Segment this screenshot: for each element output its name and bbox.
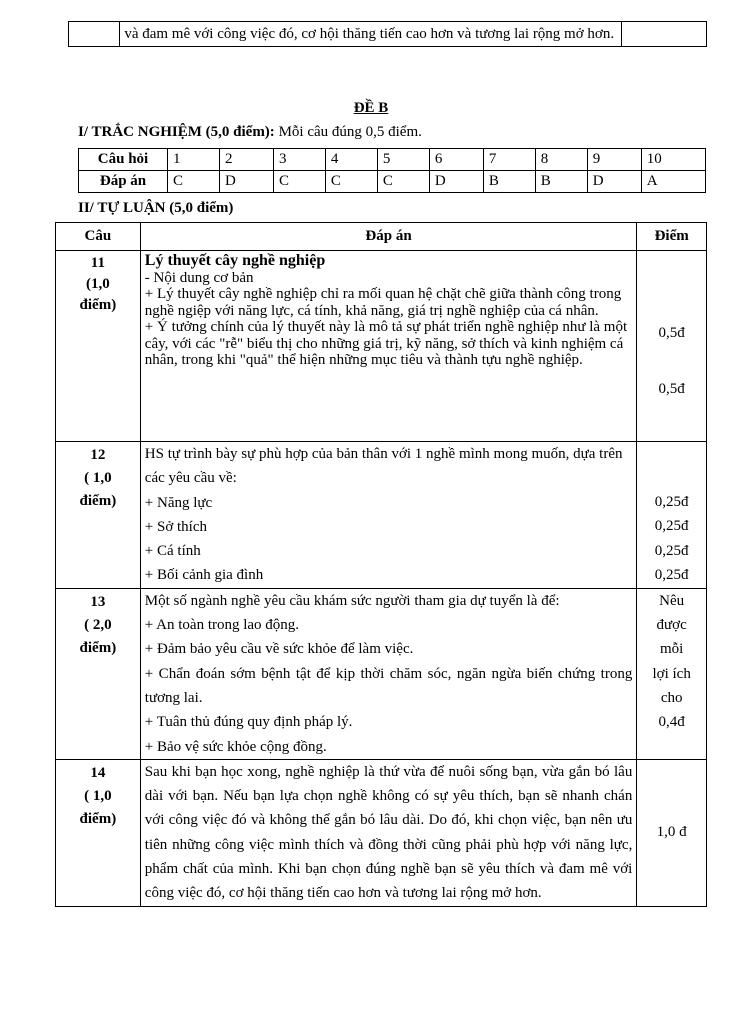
answer-line: + Bảo vệ sức khỏe cộng đồng. bbox=[144, 738, 327, 755]
question-cell bbox=[56, 251, 141, 442]
question-score: (1,0 bbox=[86, 276, 110, 292]
point-value: 0,5đ bbox=[658, 325, 685, 341]
question-number: 11 bbox=[90, 255, 105, 271]
empty-cell bbox=[69, 22, 120, 47]
answer-cell bbox=[140, 588, 637, 759]
points-cell bbox=[637, 588, 707, 759]
answer-letter: D bbox=[219, 171, 273, 193]
answer-line: + Cá tính bbox=[144, 543, 201, 560]
point-text: cho bbox=[660, 689, 683, 706]
question-row bbox=[79, 149, 706, 171]
table-row bbox=[69, 22, 707, 47]
continuation-text: và đam mê với công việc đó, cơ hội thăng tiến cao hơn và tương lai rộng mở hơn. bbox=[120, 22, 622, 47]
section-1-title: I/ TRẮC NGHIỆM (5,0 điểm): bbox=[78, 124, 275, 140]
answer-line: Một số ngành nghề yêu cầu khám sức người tham gia dự tuyển là để: bbox=[144, 592, 560, 609]
question-number: 14 bbox=[90, 764, 106, 781]
answer-line: + Lý thuyết cây nghề nghiệp chỉ ra mối quan hệ chặt chẽ giữa thành công trong nghề ngiệp với năng lực, cá tính, khả năng, giá trị nghề nghiệp của cá nhân. bbox=[144, 286, 622, 319]
question-number: 4 bbox=[325, 149, 377, 171]
point-text: Nêu bbox=[659, 592, 685, 609]
answer-line: + Tuân thủ đúng quy định pháp lý. bbox=[144, 714, 353, 731]
answer-letter: C bbox=[168, 171, 220, 193]
question-score-unit: điểm) bbox=[79, 493, 117, 509]
point-value: 0,25đ bbox=[654, 542, 689, 559]
point-value: 0,25đ bbox=[654, 494, 689, 510]
points-cell bbox=[637, 442, 707, 589]
question-score: ( 2,0 bbox=[84, 616, 112, 633]
question-number: 13 bbox=[90, 593, 106, 610]
point-text: lợi ích bbox=[652, 665, 691, 682]
table-row bbox=[56, 759, 707, 906]
answer-line: + Sở thích bbox=[144, 518, 208, 535]
point-value: 0,25đ bbox=[654, 566, 689, 583]
answer-letter: B bbox=[483, 171, 535, 193]
question-score-unit: điểm) bbox=[79, 639, 117, 656]
answer-letter: D bbox=[429, 171, 483, 193]
question-score-unit: điểm) bbox=[79, 297, 117, 313]
continuation-table bbox=[68, 21, 707, 47]
point-value: 0,25đ bbox=[654, 518, 689, 535]
empty-cell bbox=[622, 22, 707, 47]
answer-line: + Đảm bảo yêu cầu về sức khỏe để làm việc. bbox=[144, 641, 414, 658]
header-question: Câu bbox=[56, 223, 141, 251]
answer-cell bbox=[140, 251, 637, 442]
answer-letter: B bbox=[535, 171, 587, 193]
point-text: mỗi bbox=[660, 641, 684, 658]
question-cell bbox=[56, 588, 141, 759]
question-number: 7 bbox=[483, 149, 535, 171]
multiple-choice-table bbox=[78, 148, 706, 193]
question-cell bbox=[56, 759, 141, 906]
header-row bbox=[56, 223, 707, 251]
answer-line: HS tự trình bày sự phù hợp của bản thân với 1 nghề mình mong muốn, dựa trên các yêu cầu về: bbox=[144, 446, 623, 487]
answer-line: - Nội dung cơ bản bbox=[144, 269, 254, 286]
point-text: được bbox=[656, 617, 687, 634]
answer-title: Lý thuyết cây nghề nghiệp bbox=[144, 252, 326, 269]
question-row-label: Câu hỏi bbox=[79, 149, 168, 171]
question-cell bbox=[56, 442, 141, 589]
question-number: 1 bbox=[168, 149, 220, 171]
point-value: 1,0 đ bbox=[637, 759, 707, 906]
answer-row-label: Đáp án bbox=[79, 171, 168, 193]
question-number: 6 bbox=[429, 149, 483, 171]
question-score: ( 1,0 bbox=[84, 470, 112, 486]
answer-row bbox=[79, 171, 706, 193]
header-points: Điểm bbox=[637, 223, 707, 251]
answer-letter: A bbox=[641, 171, 705, 193]
answer-line: + Ý tưởng chính của lý thuyết này là mô tả sự phát triển nghề nghiệp như là một cây, với các "rễ" biểu thị cho những giá trị, kỹ năng, sở thích và kinh nghiệm cá nhân, trong khi "quả" thể hiện những mục tiêu và thành tựu nghề nghiệp. bbox=[144, 319, 628, 368]
question-number: 8 bbox=[535, 149, 587, 171]
table-row bbox=[56, 588, 707, 759]
answer-letter: C bbox=[273, 171, 325, 193]
header-answer: Đáp án bbox=[140, 223, 637, 251]
answer-line: + Bối cảnh gia đình bbox=[144, 567, 264, 584]
question-number: 3 bbox=[273, 149, 325, 171]
essay-answer-table bbox=[55, 222, 707, 907]
answer-line: + An toàn trong lao động. bbox=[144, 617, 300, 634]
section-2-heading: II/ TỰ LUẬN (5,0 điểm) bbox=[78, 200, 234, 216]
answer-letter: C bbox=[377, 171, 429, 193]
answer-letter: D bbox=[587, 171, 641, 193]
question-number: 2 bbox=[219, 149, 273, 171]
section-1-heading bbox=[78, 124, 422, 141]
section-1-note: Mỗi câu đúng 0,5 điểm. bbox=[274, 124, 422, 140]
question-number: 5 bbox=[377, 149, 429, 171]
question-score: ( 1,0 bbox=[84, 787, 112, 804]
answer-cell: Sau khi bạn học xong, nghề nghiệp là thứ vừa để nuôi sống bạn, vừa gắn bó lâu dài với bạn. Nếu bạn lựa chọn nghề không có sự yêu thích, bạn sẽ nhanh chán với công việc đó và không thể gắn bó lâu dài. Do đó, khi chọn việc, bạn nên ưu tiên những công việc mình thích và đồng thời cũng phải phù hợp với năng lực, phẩm chất của mình. Khi bạn chọn đúng nghề bạn sẽ yêu thích và đam mê với công việc đó, cơ hội thăng tiến cao hơn và tương lai rộng mở hơn. bbox=[140, 759, 637, 906]
answer-line: + Năng lực bbox=[144, 494, 213, 511]
answer-cell bbox=[140, 442, 637, 589]
answer-letter: C bbox=[325, 171, 377, 193]
point-value: 0,4đ bbox=[658, 714, 685, 731]
answer-line: + Chẩn đoán sớm bệnh tật để kịp thời chăm sóc, ngăn ngừa biến chứng trong tương lai. bbox=[144, 665, 633, 706]
question-number: 9 bbox=[587, 149, 641, 171]
point-value: 0,5đ bbox=[658, 381, 685, 397]
table-row bbox=[56, 251, 707, 442]
points-cell bbox=[637, 251, 707, 442]
table-row bbox=[56, 442, 707, 589]
question-number: 10 bbox=[641, 149, 705, 171]
question-number: 12 bbox=[90, 447, 106, 463]
exam-version-heading: ĐỀ B bbox=[353, 100, 389, 116]
question-score-unit: điểm) bbox=[79, 810, 117, 827]
